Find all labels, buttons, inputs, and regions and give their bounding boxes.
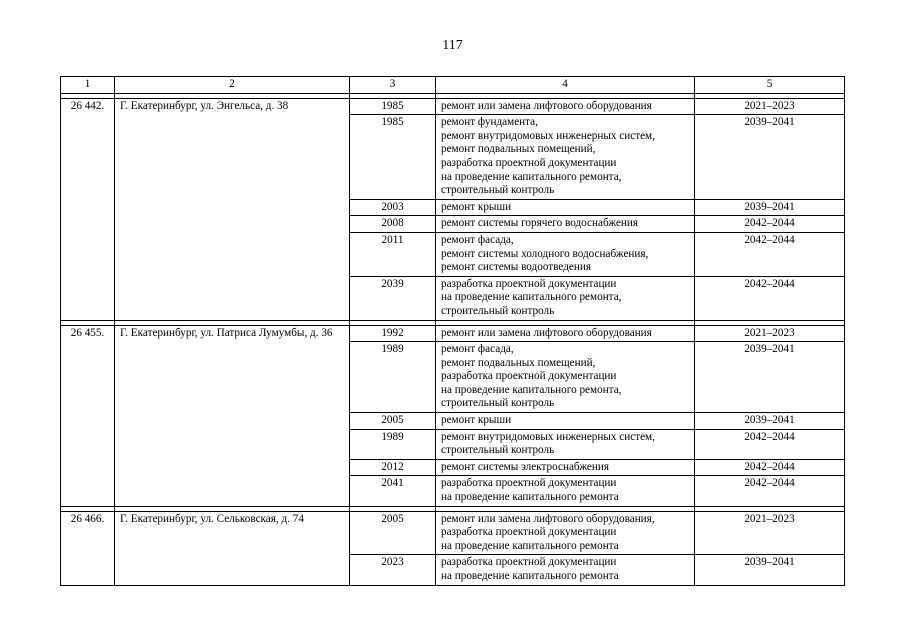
period-cell: 2042–2044: [695, 476, 845, 506]
period-cell: 2039–2041: [695, 199, 845, 216]
header-cell: 4: [436, 77, 695, 94]
year-cell: 2008: [350, 216, 436, 233]
entry-number: 26 455.: [61, 325, 115, 506]
work-type-cell: ремонт фасада, ремонт подвальных помещений, разработка проектной документации на проведение капитального ремонта, строительный контроль: [436, 342, 695, 413]
year-cell: 1985: [350, 115, 436, 200]
table-row: [61, 511, 845, 555]
table-row: [61, 325, 845, 342]
period-cell: 2042–2044: [695, 459, 845, 476]
header-cell: 3: [350, 77, 436, 94]
year-cell: 2005: [350, 511, 436, 555]
entry-address: Г. Екатеринбург, ул. Энгельса, д. 38: [115, 98, 350, 320]
period-cell: 2039–2041: [695, 342, 845, 413]
year-cell: 1985: [350, 98, 436, 115]
period-cell: 2039–2041: [695, 413, 845, 430]
year-cell: 2011: [350, 232, 436, 276]
work-type-cell: ремонт или замена лифтового оборудования: [436, 325, 695, 342]
period-cell: 2042–2044: [695, 276, 845, 320]
header-cell: 5: [695, 77, 845, 94]
period-cell: 2042–2044: [695, 216, 845, 233]
year-cell: 1989: [350, 429, 436, 459]
table-row: [61, 98, 845, 115]
work-type-cell: разработка проектной документации на проведение капитального ремонта: [436, 476, 695, 506]
period-cell: 2021–2023: [695, 98, 845, 115]
header-row: [61, 77, 845, 94]
page-number: 117: [442, 38, 463, 53]
work-type-cell: ремонт или замена лифтового оборудования, разработка проектной документации на проведение капитального ремонта: [436, 511, 695, 555]
year-cell: 2012: [350, 459, 436, 476]
year-cell: 2023: [350, 555, 436, 585]
period-cell: 2039–2041: [695, 555, 845, 585]
work-type-cell: ремонт системы электроснабжения: [436, 459, 695, 476]
period-cell: 2042–2044: [695, 232, 845, 276]
entry-address: Г. Екатеринбург, ул. Патриса Лумумбы, д. 36: [115, 325, 350, 506]
period-cell: 2021–2023: [695, 511, 845, 555]
work-type-cell: ремонт системы горячего водоснабжения: [436, 216, 695, 233]
work-type-cell: ремонт крыши: [436, 413, 695, 430]
header-cell: 1: [61, 77, 115, 94]
entry-number: 26 442.: [61, 98, 115, 320]
entry-address: Г. Екатеринбург, ул. Сельковская, д. 74: [115, 511, 350, 585]
entry-number: 26 466.: [61, 511, 115, 585]
period-cell: 2042–2044: [695, 429, 845, 459]
year-cell: 2003: [350, 199, 436, 216]
work-type-cell: ремонт крыши: [436, 199, 695, 216]
period-cell: 2039–2041: [695, 115, 845, 200]
header-cell: 2: [115, 77, 350, 94]
work-type-cell: ремонт фасада, ремонт системы холодного водоснабжения, ремонт системы водоотведения: [436, 232, 695, 276]
work-type-cell: ремонт или замена лифтового оборудования: [436, 98, 695, 115]
work-type-cell: разработка проектной документации на проведение капитального ремонта: [436, 555, 695, 585]
year-cell: 1989: [350, 342, 436, 413]
work-type-cell: ремонт фундамента, ремонт внутридомовых инженерных систем, ремонт подвальных помещений, разработка проектной документации на проведение капитального ремонта, строительный контроль: [436, 115, 695, 200]
period-cell: 2021–2023: [695, 325, 845, 342]
year-cell: 2041: [350, 476, 436, 506]
repair-schedule-table: [60, 76, 845, 586]
work-type-cell: ремонт внутридомовых инженерных систем, строительный контроль: [436, 429, 695, 459]
work-type-cell: разработка проектной документации на проведение капитального ремонта, строительный контроль: [436, 276, 695, 320]
year-cell: 2005: [350, 413, 436, 430]
year-cell: 1992: [350, 325, 436, 342]
year-cell: 2039: [350, 276, 436, 320]
